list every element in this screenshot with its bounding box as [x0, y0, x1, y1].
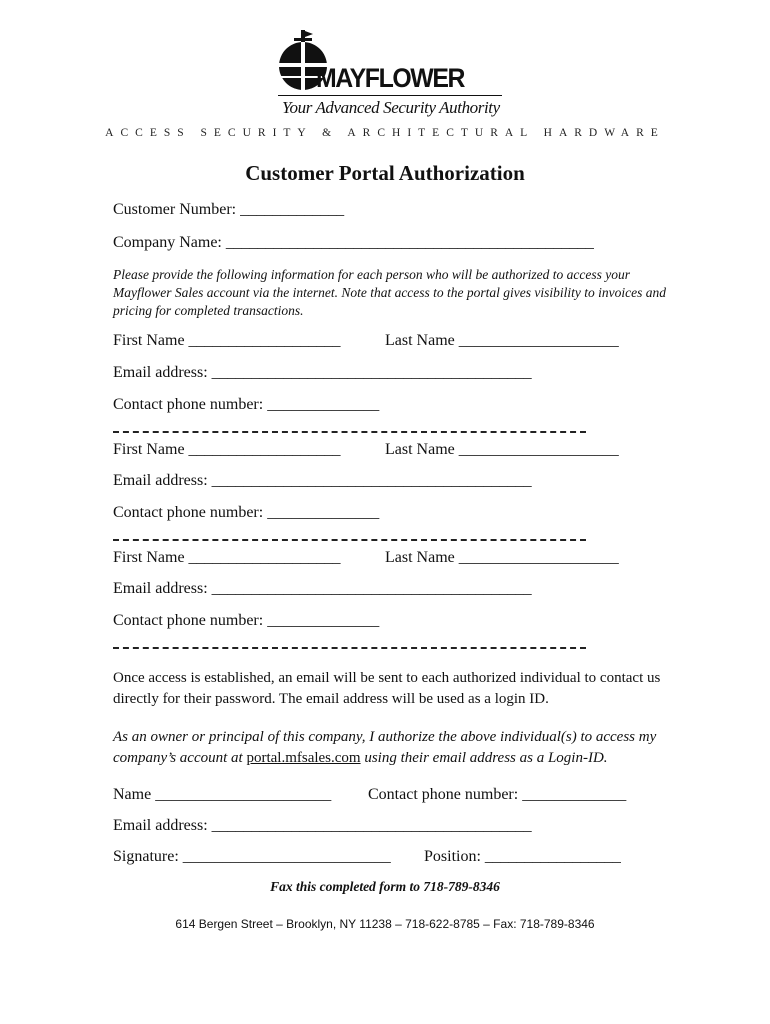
- section-divider: [113, 539, 586, 541]
- form-title: Customer Portal Authorization: [245, 161, 525, 185]
- person-2-first-name-field[interactable]: First Name ___________________: [113, 441, 341, 458]
- instructions-text: Please provide the following information for each person who will be authorized to access your Mayflower Sales account via the internet. Note that access to the portal gives visibility to invoices and pricing for completed transactions.: [113, 267, 667, 318]
- signer-phone-field[interactable]: Contact phone number: _____________: [368, 786, 627, 803]
- brand-tagline: Your Advanced Security Authority: [282, 98, 500, 117]
- authorization-text: As an owner or principal of this company, I authorize the above individual(s) to access my company’s account at: [113, 729, 657, 766]
- authorization-statement: [113, 727, 693, 769]
- person-3-phone-field[interactable]: Contact phone number: ______________: [113, 612, 380, 629]
- person-3-last-name-field[interactable]: Last Name ____________________: [385, 549, 619, 566]
- person-3-email-field[interactable]: Email address: ________________________________________: [113, 580, 532, 597]
- person-1-email-field[interactable]: Email address: ________________________________________: [113, 364, 532, 381]
- customer-number-field[interactable]: Customer Number: _____________: [113, 201, 345, 218]
- footer-address: 614 Bergen Street – Brooklyn, NY 11238 – 718-622-8785 – Fax: 718-789-8346: [175, 917, 595, 931]
- portal-link[interactable]: portal.mfsales.com: [246, 750, 361, 766]
- person-1-phone-field[interactable]: Contact phone number: ______________: [113, 396, 380, 413]
- signer-name-field[interactable]: Name ______________________: [113, 786, 332, 803]
- signer-email-field[interactable]: Email address: ________________________________________: [113, 817, 532, 834]
- hardware-subtitle: ACCESS SECURITY & ARCHITECTURAL HARDWARE: [105, 127, 665, 139]
- company-logo: [274, 30, 504, 124]
- position-field[interactable]: Position: _________________: [424, 848, 621, 865]
- person-1-first-name-field[interactable]: First Name ___________________: [113, 332, 341, 349]
- fax-instruction: Fax this completed form to 718-789-8346: [270, 879, 500, 894]
- person-2-phone-field[interactable]: Contact phone number: ______________: [113, 504, 380, 521]
- authorization-text-end: using their email address as a Login-ID.: [360, 750, 608, 766]
- brand-name: MAYFLOWER: [316, 63, 465, 93]
- access-note-text: Once access is established, an email will be sent to each authorized individual to contact us directly for their password. The email address will be used as a login ID.: [113, 670, 661, 707]
- signature-field[interactable]: Signature: __________________________: [113, 848, 391, 865]
- person-1-last-name-field[interactable]: Last Name ____________________: [385, 332, 619, 349]
- section-divider: [113, 431, 586, 433]
- section-divider: [113, 647, 586, 649]
- person-2-email-field[interactable]: Email address: ________________________________________: [113, 472, 532, 489]
- person-3-first-name-field[interactable]: First Name ___________________: [113, 549, 341, 566]
- person-2-last-name-field[interactable]: Last Name ____________________: [385, 441, 619, 458]
- company-name-field[interactable]: Company Name: ______________________________________________: [113, 234, 594, 251]
- logo-rule: [278, 95, 502, 96]
